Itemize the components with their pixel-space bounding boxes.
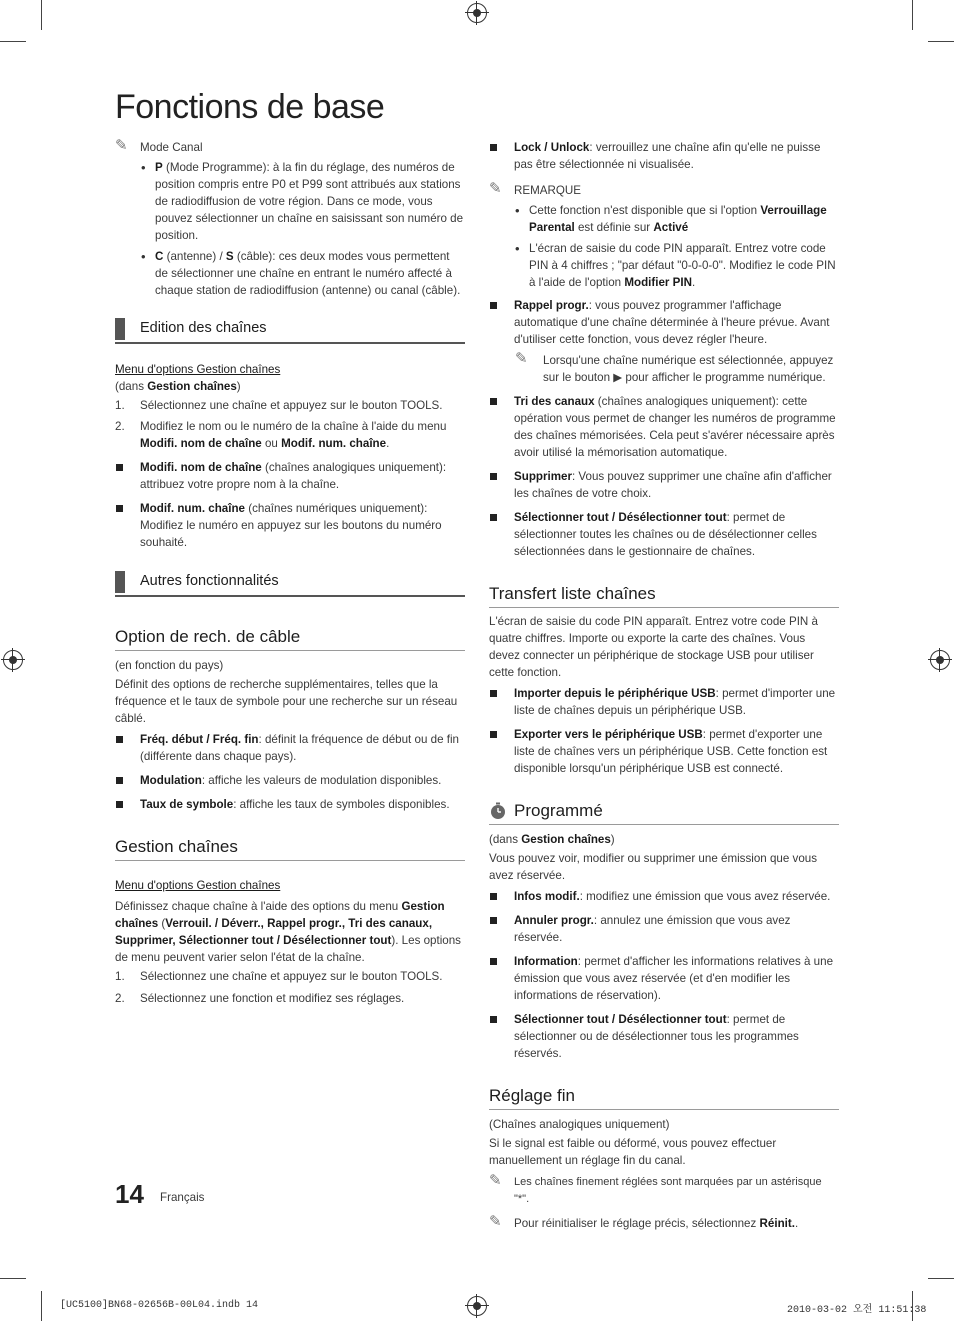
mode-canal-note [115,137,465,157]
dot-bullet-icon: • [141,249,146,264]
remarque-item-1 [489,202,839,236]
heading-bar [115,571,125,593]
dans-pre: (dans [115,380,148,393]
item-bold: Taux de symbole [140,798,234,811]
step-text: Sélectionnez une chaîne et appuyez sur le bouton [140,399,401,412]
square-bullet-icon [490,473,497,480]
dans-post: ) [610,833,615,846]
dans-bold: Gestion chaînes [521,833,611,846]
registration-mark-icon [467,1296,487,1316]
step-number: 1. [115,399,125,412]
item-bold-1: Verrouillage Parental [529,204,827,234]
step-text: Modifiez le nom ou le numéro de la chaîne à l'aide du menu [140,420,447,433]
square-bullet-icon [490,302,497,309]
page-number: 14 [115,1179,144,1209]
remarque-note [489,180,839,200]
section-heading-autres [115,571,465,597]
pencil-note-icon: ✎ [115,137,128,154]
dans-bold: Gestion chaînes [147,380,237,393]
list-item-select-all [489,509,839,560]
footer-file-info: [UC5100]BN68-02656B-00L04.indb 14 [60,1300,259,1311]
page-title: Fonctions de base [115,88,385,126]
square-bullet-icon [490,893,497,900]
item-bold: Modif. num. chaîne [140,502,245,515]
list-item-modif-num [115,500,465,551]
item-bold-2: Activé [653,221,689,234]
list-item-information [489,953,839,1004]
pencil-note-icon: ✎ [489,1213,502,1230]
crop-mark [0,41,26,42]
step-end: . [439,970,443,983]
list-item-exporter [489,726,839,777]
item-text: : permet d'exporter une liste de chaînes vers un périphérique USB. Cette fonction est disponible lorsqu'un périphérique USB est connecté. [514,728,828,775]
transfert-heading: Transfert liste chaînes [489,584,839,608]
option-country: (en fonction du pays) [115,659,224,672]
registration-mark-icon [3,650,23,670]
reglage-note-1 [489,1174,839,1208]
item-text: : affiche les valeurs de modulation disponibles. [201,774,442,787]
item-bold: Fréq. début / Fréq. fin [140,733,259,746]
list-item-importer [489,685,839,719]
crop-mark [912,0,913,30]
step-bold-2: Modif. num. chaîne [281,437,387,450]
dans-pre: (dans [489,833,522,846]
note-end: . [794,1217,799,1230]
footer-timestamp: 2010-03-02 오전 11:51:38 [787,1305,927,1316]
programme-desc: Vous pouvez voir, modifier ou supprimer une émission que vous avez réservée. [489,852,818,882]
programme-heading [489,801,839,825]
dot-bullet-icon: • [515,241,520,256]
mode-canal-label: Mode Canal [140,141,203,154]
list-item-c [115,248,465,299]
item-text: : définit la fréquence de début ou de fin (différente dans chaque pays). [140,733,459,763]
page-language: Français [160,1191,205,1204]
item-bold: Sélectionner tout / Désélectionner tout [514,1013,727,1026]
item-bold: Sélectionner tout / Désélectionner tout [514,511,727,524]
list-item-rappel [489,297,839,348]
desc-bold-1: Gestion chaînes [115,900,445,930]
list-item-freq [115,731,465,765]
item-bold: Importer depuis le périphérique USB [514,687,716,700]
item-text: : annulez une émission que vous avez réservée. [514,914,791,944]
item-bold: Modifi. nom de chaîne [140,461,262,474]
item-bold: Rappel progr. [514,299,589,312]
list-item-modifi-nom [115,459,465,493]
square-bullet-icon [490,1016,497,1023]
square-bullet-icon [116,777,123,784]
square-bullet-icon [490,144,497,151]
square-bullet-icon [116,505,123,512]
note-bold: Réinit. [759,1217,795,1230]
item-text: : Vous pouvez supprimer une chaîne afin d'afficher les chaînes de votre choix. [514,470,832,500]
s-label: S [225,250,234,263]
tools-label: TOOLS [400,970,440,983]
gestion-heading: Gestion chaînes [115,837,465,861]
list-item-modulation [115,772,465,789]
remarque-item-2 [489,240,839,291]
section-heading-edition [115,318,465,344]
square-bullet-icon [490,690,497,697]
item-text: Cette fonction n'est disponible que si l'option [529,204,761,217]
step-number: 1. [115,970,125,983]
autres-heading-text: Autres fonctionnalités [140,573,279,589]
note-text: Pour réinitialiser le réglage précis, sélectionnez [514,1217,760,1230]
p-label: P [155,161,163,174]
gestion-step-1 [115,968,465,985]
item-text: : permet d'afficher les informations relatives à une émission que vous avez réservée (et d'en modifier les informations de réservation). [514,955,834,1002]
list-item-lock [489,139,839,173]
square-bullet-icon [490,398,497,405]
note-text: Les chaînes finement réglées sont marquées par un astérisque "*". [514,1176,822,1205]
menu-path-text: Menu d'options Gestion chaînes [115,879,281,892]
square-bullet-icon [490,514,497,521]
edition-step-1 [115,397,465,414]
desc-post: ). Les options de menu peuvent varier selon l'état de la chaîne. [115,934,461,964]
square-bullet-icon [116,736,123,743]
step-end: . [439,399,443,412]
crop-mark [41,0,42,30]
rappel-note [489,352,839,386]
step-number: 2. [115,420,125,433]
item-text: : permet de sélectionner ou de désélectionner tous les programmes réservés. [514,1013,799,1060]
item-text: : permet d'importer une liste de chaînes depuis un périphérique USB. [514,687,836,717]
step-number: 2. [115,992,125,1005]
item-bold: Supprimer [514,470,572,483]
list-item-tri [489,393,839,461]
c-text: (câble): ces deux modes vous permettent de sélectionner une chaîne en entrant le numéro affecté à chaque station de radiodiffusion (antenne) ou canal (câble). [155,250,461,297]
step-bold-1: Modifi. nom de chaîne [140,437,262,450]
right-column [489,139,839,1232]
remarque-label: REMARQUE [514,184,581,197]
square-bullet-icon [490,731,497,738]
item-bold: Modifier PIN [624,276,692,289]
item-bold: Modulation [140,774,202,787]
registration-mark-icon [467,3,487,23]
list-item-taux [115,796,465,813]
item-text: L'écran de saisie du code PIN apparaît. Entrez votre code PIN à 4 chiffres ; "par défaut "0-0-0-0". Modifiez le code PIN à l'aide de l'option [529,242,836,289]
c-mid: (antenne) / [163,250,226,263]
edition-step-2 [115,418,465,452]
step-mid: ou [261,437,282,450]
dot-bullet-icon: • [515,203,520,218]
crop-mark [41,1291,42,1321]
step-end: . [386,437,390,450]
reglage-desc: Si le signal est faible ou déformé, vous pouvez effectuer manuellement un réglage fin du canal. [489,1137,777,1167]
square-bullet-icon [116,464,123,471]
item-text: (chaînes analogiques uniquement): cette opération vous permet de changer les numéros de programme des chaînes mémorisées. Cela peut s'avérer nécessaire après avoir utilisé la mémorisation automatique. [514,395,836,459]
gestion-menu-path [115,877,465,894]
item-bold: Information [514,955,578,968]
square-bullet-icon [116,801,123,808]
p-text: (Mode Programme): à la fin du réglage, des numéros de position compris entre P0 et P99 sont attribués aux stations de radiodiffusion de votre région. Dans ce mode, vous pouvez sélectionner un chaîne en saisissant son numéro de position. [155,161,464,242]
item-text: : vous pouvez programmer l'affichage automatique d'une chaîne déterminée à l'heure prévue. Avant d'utiliser cette fonction, vous devez régler l'heure. [514,299,830,346]
list-item-supprimer [489,468,839,502]
reglage-analog: (Chaînes analogiques uniquement) [489,1118,670,1131]
square-bullet-icon [490,917,497,924]
menu-path-text: Menu d'options Gestion chaînes [115,363,281,376]
option-heading: Option de rech. de câble [115,627,465,651]
list-item-annuler [489,912,839,946]
pencil-note-icon: ✎ [515,350,528,367]
pencil-note-icon: ✎ [489,1172,502,1189]
reglage-heading: Réglage fin [489,1086,839,1110]
transfert-desc: L'écran de saisie du code PIN apparaît. Entrez votre code PIN à quatre chiffres. Importe ou exporte la carte des chaînes. Vous devez connecter un périphérique de stockage USB pour utiliser cette fonction. [489,615,818,679]
item-mid: est définie sur [574,221,654,234]
dans-post: ) [236,380,241,393]
edition-menu-path [115,361,465,378]
crop-mark [0,1278,26,1279]
list-item-p [115,159,465,244]
item-text: : permet de sélectionner toutes les chaînes ou de désélectionner celles sélectionnées dans le gestionnaire de chaînes. [514,511,817,558]
item-bold: Tri des canaux [514,395,595,408]
step-text: Sélectionnez une chaîne et appuyez sur le bouton [140,970,401,983]
item-text: : verrouillez une chaîne afin qu'elle ne puisse pas être sélectionnée ni visualisée. [514,141,821,171]
square-bullet-icon [490,958,497,965]
left-column [115,137,465,1007]
crop-mark [928,41,954,42]
item-bold: Annuler progr. [514,914,594,927]
programme-heading-text: Programmé [514,801,603,820]
item-text: : affiche les taux de symboles disponibles. [233,798,450,811]
list-item-select-all-2 [489,1011,839,1062]
edition-dans [115,378,465,395]
item-text: (chaînes numériques uniquement): Modifiez le numéro en appuyez sur les boutons du numéro souhaité. [140,502,442,549]
item-text: (chaînes analogiques uniquement): attribuez votre propre nom à la chaîne. [140,461,447,491]
pencil-note-icon: ✎ [489,180,502,197]
reglage-note-2 [489,1215,839,1232]
tools-label: TOOLS [400,399,440,412]
step-text: Sélectionnez une fonction et modifiez ses réglages. [140,992,405,1005]
item-bold: Exporter vers le périphérique USB [514,728,703,741]
programme-dans [489,831,839,848]
desc-bold-2: Verrouil. / Déverr., Rappel progr., Tri des canaux, Supprimer, Sélectionner tout / Désélectionner tout [115,917,433,947]
desc-pre: Définissez chaque chaîne à l'aide des options du menu [115,900,402,913]
list-item-infos [489,888,839,905]
item-bold: Infos modif. [514,890,580,903]
item-bold: Lock / Unlock [514,141,590,154]
crop-mark [928,1278,954,1279]
dot-bullet-icon: • [141,160,146,175]
clock-icon [489,802,507,820]
gestion-step-2 [115,990,465,1007]
heading-bar [115,318,125,340]
note-text: Lorsqu'une chaîne numérique est sélectionnée, appuyez sur le bouton ▶ pour afficher le programme numérique. [543,354,834,384]
edition-heading-text: Edition des chaînes [140,320,267,336]
desc-mid: ( [158,917,166,930]
gestion-desc [115,898,465,966]
item-end: . [691,276,696,289]
option-desc: Définit des options de recherche supplémentaires, telles que la fréquence et le taux de symbole pour une recherche sur un réseau câblé. [115,678,458,725]
registration-mark-icon [930,650,950,670]
item-text: : modifiez une émission que vous avez réservée. [579,890,831,903]
c-label: C [155,250,164,263]
